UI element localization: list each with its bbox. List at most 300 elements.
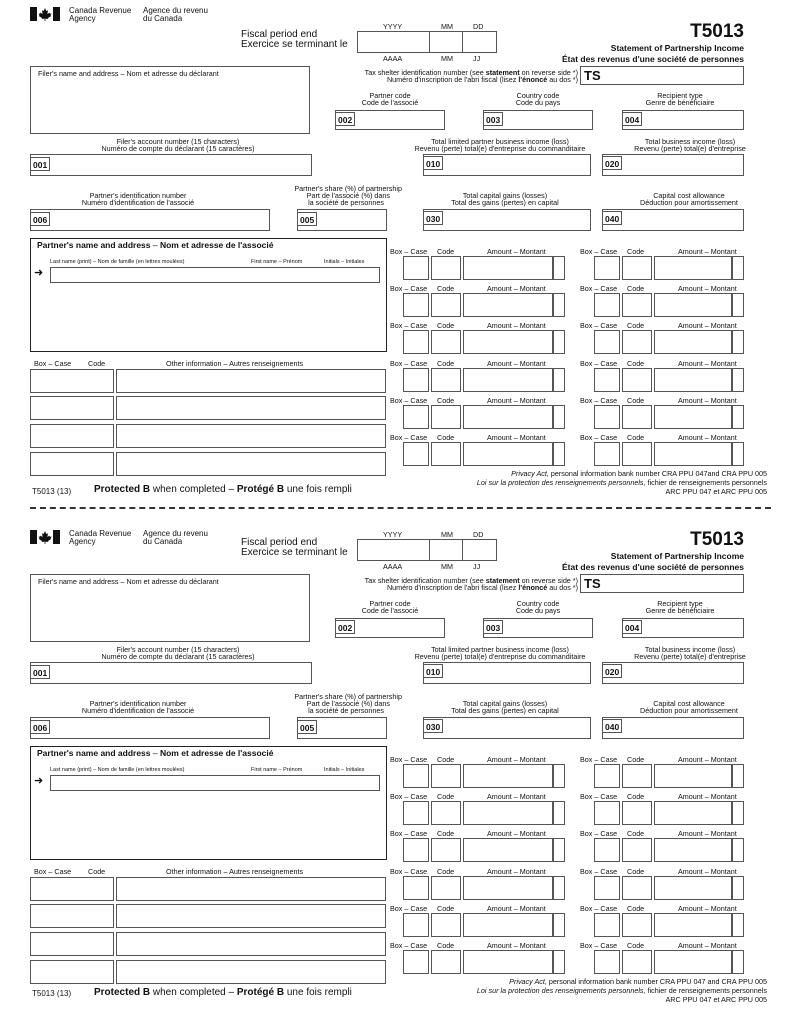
box-input[interactable] — [594, 293, 620, 317]
yyyy-label: YYYY — [383, 530, 403, 539]
mm-label: MM — [441, 530, 453, 539]
other-info-input[interactable] — [116, 932, 386, 956]
amount-input[interactable] — [654, 913, 732, 937]
amount-input[interactable] — [654, 442, 732, 466]
business-income-input[interactable] — [602, 154, 744, 176]
box-input[interactable] — [594, 876, 620, 900]
code-input[interactable] — [431, 442, 461, 466]
filer-account-input[interactable] — [30, 662, 312, 684]
box-input[interactable] — [403, 801, 429, 825]
amount-header: Amount – Montant — [487, 433, 546, 442]
tax-shelter-label-en: Tax shelter identification number (see statement on reverse side *) — [364, 68, 578, 77]
initials-label: Initials – Initiales — [324, 767, 365, 773]
cents-input[interactable] — [732, 293, 744, 317]
date-divider — [462, 539, 463, 561]
amount-header: Amount – Montant — [678, 321, 737, 330]
box-case-header: Box – Case — [390, 904, 428, 913]
last-name-label: Last name (print) – Nom de famille (en lettres moulées) — [50, 767, 185, 773]
recipient-type-en: Recipient type — [657, 91, 703, 100]
cents-input[interactable] — [732, 913, 744, 937]
box-number-020: 020 — [602, 664, 622, 678]
loi-notice: Loi sur la protection des renseignements personnels, fichier de renseignements personnels — [476, 478, 767, 487]
dd-label: DD — [473, 22, 484, 31]
box-input[interactable] — [403, 913, 429, 937]
tax-shelter-number-input[interactable] — [580, 66, 744, 85]
code-input[interactable] — [622, 405, 652, 429]
box-case-header: Box – Case — [390, 359, 428, 368]
box-input[interactable] — [403, 256, 429, 280]
code-header: Code — [437, 359, 455, 368]
arc-notice: ARC PPU 047 et ARC PPU 005 — [665, 487, 767, 496]
cents-input[interactable] — [732, 838, 744, 862]
other-box-input[interactable] — [30, 932, 114, 956]
amount-header: Amount – Montant — [487, 867, 546, 876]
cents-input[interactable] — [553, 256, 565, 280]
privacy-notice: Privacy Act, personal information bank number CRA PPU 047 and CRA PPU 005 — [509, 977, 767, 986]
box-number-003: 003 — [483, 112, 503, 126]
partner-name-address-box[interactable] — [30, 746, 387, 860]
agency-en: Canada Revenue — [69, 529, 132, 538]
date-divider — [462, 31, 463, 53]
cents-input[interactable] — [553, 950, 565, 974]
amount-input[interactable] — [654, 330, 732, 354]
cca-en: Capital cost allowance — [653, 191, 725, 200]
box-input[interactable] — [594, 368, 620, 392]
business-income-fr: Revenu (perte) total(e) d'entreprise — [634, 652, 746, 661]
code-header: Code — [437, 284, 455, 293]
code-input[interactable] — [431, 405, 461, 429]
partner-id-input[interactable] — [30, 717, 270, 739]
cents-input[interactable] — [553, 368, 565, 392]
tax-shelter-label-fr: Numéro d'inscription de l'abri fiscal (lisez l'énoncé au dos *) — [386, 75, 578, 84]
code-input[interactable] — [431, 801, 461, 825]
amount-header: Amount – Montant — [678, 867, 737, 876]
code-header: Code — [627, 321, 645, 330]
dd-label: DD — [473, 530, 484, 539]
box-case-header: Box – Case — [580, 359, 618, 368]
business-income-fr: Revenu (perte) total(e) d'entreprise — [634, 144, 746, 153]
filer-account-input[interactable] — [30, 154, 312, 176]
cents-input[interactable] — [553, 442, 565, 466]
business-income-input[interactable] — [602, 662, 744, 684]
box-input[interactable] — [403, 405, 429, 429]
other-box-input[interactable] — [30, 424, 114, 448]
other-box-input[interactable] — [30, 452, 114, 476]
code-header: Code — [88, 359, 106, 368]
code-header: Code — [437, 396, 455, 405]
tax-shelter-number-input[interactable] — [580, 574, 744, 593]
box-input[interactable] — [403, 950, 429, 974]
amount-input[interactable] — [463, 913, 553, 937]
partner-share-en: Partner's share (%) of partnership — [294, 692, 402, 701]
last-name-label: Last name (print) – Nom de famille (en lettres moulées) — [50, 259, 185, 265]
cents-input[interactable] — [732, 764, 744, 788]
cents-input[interactable] — [732, 368, 744, 392]
cca-input[interactable] — [602, 209, 744, 231]
amount-input[interactable] — [463, 256, 553, 280]
code-input[interactable] — [431, 876, 461, 900]
partner-last-name-input[interactable] — [50, 267, 380, 283]
filer-account-en: Filer's account number (15 characters) — [116, 645, 240, 654]
other-info-input[interactable] — [116, 877, 386, 901]
other-info-input[interactable] — [116, 369, 386, 393]
box-input[interactable] — [594, 913, 620, 937]
fiscal-period-en: Fiscal period end — [241, 29, 318, 40]
recipient-type-fr: Genre de bénéficiaire — [645, 606, 715, 615]
box-number-030: 030 — [423, 211, 443, 225]
code-header: Code — [437, 904, 455, 913]
amount-input[interactable] — [463, 330, 553, 354]
code-input[interactable] — [431, 950, 461, 974]
ltd-partner-income-fr: Revenu (perte) total(e) d'entreprise du commanditaire — [414, 144, 586, 153]
form-title-fr: État des revenus d'une société de personnes — [562, 562, 744, 572]
capital-gains-input[interactable] — [423, 717, 591, 739]
box-case-header: Box – Case — [390, 829, 428, 838]
code-input[interactable] — [622, 764, 652, 788]
box-number-005: 005 — [297, 720, 317, 734]
cents-input[interactable] — [553, 838, 565, 862]
fiscal-period-fr: Exercice se terminant le — [241, 547, 348, 558]
capital-gains-en: Total capital gains (losses) — [462, 191, 548, 200]
code-input[interactable] — [431, 330, 461, 354]
box-case-header: Box – Case — [580, 867, 618, 876]
code-input[interactable] — [622, 876, 652, 900]
box-case-header: Box – Case — [390, 867, 428, 876]
box-number-002: 002 — [335, 620, 355, 634]
code-input[interactable] — [431, 368, 461, 392]
cents-input[interactable] — [732, 405, 744, 429]
box-input[interactable] — [403, 838, 429, 862]
ltd-partner-income-en: Total limited partner business income (loss) — [431, 645, 569, 654]
code-header: Code — [627, 396, 645, 405]
box-case-header: Box – Case — [390, 433, 428, 442]
loi-notice: Loi sur la protection des renseignements personnels, fichier de renseignements personnels — [476, 986, 767, 995]
other-info-input[interactable] — [116, 960, 386, 984]
amount-header: Amount – Montant — [487, 904, 546, 913]
box-number-003: 003 — [483, 620, 503, 634]
code-input[interactable] — [431, 838, 461, 862]
protected-b-notice: Protected B when completed – Protégé B une fois rempli — [94, 987, 352, 998]
first-name-label: First name – Prénom — [251, 259, 303, 265]
box-number-006: 006 — [30, 212, 50, 226]
amount-input[interactable] — [463, 368, 553, 392]
jj-label: JJ — [473, 54, 481, 63]
other-info-input[interactable] — [116, 424, 386, 448]
cents-input[interactable] — [553, 913, 565, 937]
other-box-input[interactable] — [30, 369, 114, 393]
box-input[interactable] — [594, 801, 620, 825]
partner-code-en: Partner code — [369, 599, 411, 608]
box-case-header: Box – Case — [580, 755, 618, 764]
code-header: Code — [437, 755, 455, 764]
ltd-partner-income-input[interactable] — [423, 154, 591, 176]
partner-name-address-box[interactable] — [30, 238, 387, 352]
box-input[interactable] — [594, 330, 620, 354]
box-case-header: Box – Case — [390, 247, 428, 256]
arrow-right-icon: ➜ — [34, 775, 44, 787]
amount-header: Amount – Montant — [487, 755, 546, 764]
fiscal-period-date-input[interactable] — [357, 539, 497, 561]
other-info-input[interactable] — [116, 904, 386, 928]
capital-gains-fr: Total des gains (pertes) en capital — [451, 706, 559, 715]
box-case-header: Box – Case — [390, 755, 428, 764]
box-number-001: 001 — [30, 665, 50, 679]
amount-header: Amount – Montant — [678, 904, 737, 913]
box-case-header: Box – Case — [580, 321, 618, 330]
box-case-header: Box – Case — [580, 941, 618, 950]
code-header: Code — [627, 867, 645, 876]
amount-input[interactable] — [654, 950, 732, 974]
box-input[interactable] — [403, 293, 429, 317]
amount-header: Amount – Montant — [487, 247, 546, 256]
box-input[interactable] — [594, 256, 620, 280]
box-input[interactable] — [594, 405, 620, 429]
amount-input[interactable] — [654, 876, 732, 900]
amount-header: Amount – Montant — [678, 433, 737, 442]
code-header: Code — [627, 941, 645, 950]
code-header: Code — [627, 433, 645, 442]
amount-input[interactable] — [463, 405, 553, 429]
form-code: T5013 — [690, 21, 744, 42]
amount-header: Amount – Montant — [487, 941, 546, 950]
amount-header: Amount – Montant — [678, 396, 737, 405]
amount-header: Amount – Montant — [487, 321, 546, 330]
date-divider — [429, 539, 430, 561]
box-number-004: 004 — [622, 112, 642, 126]
partner-code-fr: Code de l'associé — [361, 98, 419, 107]
code-header: Code — [627, 284, 645, 293]
code-input[interactable] — [431, 764, 461, 788]
amount-input[interactable] — [654, 764, 732, 788]
code-input[interactable] — [622, 293, 652, 317]
box-input[interactable] — [403, 764, 429, 788]
form-code: T5013 — [690, 529, 744, 550]
partner-id-en: Partner's identification number — [89, 191, 187, 200]
box-input[interactable] — [594, 838, 620, 862]
amount-input[interactable] — [463, 801, 553, 825]
code-input[interactable] — [431, 293, 461, 317]
tax-shelter-label-fr: Numéro d'inscription de l'abri fiscal (lisez l'énoncé au dos *) — [386, 583, 578, 592]
box-input[interactable] — [594, 442, 620, 466]
partner-id-input[interactable] — [30, 209, 270, 231]
amount-header: Amount – Montant — [487, 829, 546, 838]
jj-label: JJ — [473, 562, 481, 571]
form-version: T5013 (13) — [32, 487, 72, 496]
code-header: Code — [88, 867, 106, 876]
box-number-040: 040 — [602, 719, 622, 733]
partner-code-fr: Code de l'associé — [361, 606, 419, 615]
cents-input[interactable] — [553, 801, 565, 825]
amount-input[interactable] — [654, 801, 732, 825]
box-input[interactable] — [403, 442, 429, 466]
box-number-020: 020 — [602, 156, 622, 170]
ltd-partner-income-en: Total limited partner business income (loss) — [431, 137, 569, 146]
amount-header: Amount – Montant — [678, 941, 737, 950]
agency-en-2: Agency — [69, 14, 96, 23]
partner-share-fr-2: la société de personnes — [308, 198, 384, 207]
partner-code-en: Partner code — [369, 91, 411, 100]
partner-share-fr-1: Part de l'associé (%) dans — [306, 191, 390, 200]
code-input[interactable] — [622, 330, 652, 354]
amount-input[interactable] — [654, 405, 732, 429]
cents-input[interactable] — [553, 764, 565, 788]
box-number-004: 004 — [622, 620, 642, 634]
amount-input[interactable] — [654, 368, 732, 392]
cents-input[interactable] — [553, 876, 565, 900]
code-input[interactable] — [622, 442, 652, 466]
code-header: Code — [437, 321, 455, 330]
box-number-001: 001 — [30, 157, 50, 171]
partner-last-name-input[interactable] — [50, 775, 380, 791]
cents-input[interactable] — [732, 256, 744, 280]
agency-en-2: Agency — [69, 537, 96, 546]
box-case-header: Box – Case — [390, 792, 428, 801]
amount-input[interactable] — [463, 838, 553, 862]
amount-input[interactable] — [463, 950, 553, 974]
business-income-en: Total business income (loss) — [644, 645, 736, 654]
other-info-input[interactable] — [116, 396, 386, 420]
box-case-header: Box – Case — [580, 396, 618, 405]
code-input[interactable] — [622, 838, 652, 862]
agency-fr: Agence du revenu — [143, 529, 208, 538]
box-case-header: Box – Case — [580, 829, 618, 838]
cents-input[interactable] — [732, 950, 744, 974]
amount-header: Amount – Montant — [678, 284, 737, 293]
box-input[interactable] — [594, 764, 620, 788]
code-header: Code — [627, 755, 645, 764]
capital-gains-input[interactable] — [423, 209, 591, 231]
amount-input[interactable] — [463, 442, 553, 466]
code-header: Code — [627, 829, 645, 838]
agency-fr: Agence du revenu — [143, 6, 208, 15]
code-input[interactable] — [622, 256, 652, 280]
amount-header: Amount – Montant — [678, 792, 737, 801]
code-input[interactable] — [622, 913, 652, 937]
box-input[interactable] — [594, 950, 620, 974]
filer-account-en: Filer's account number (15 characters) — [116, 137, 240, 146]
cents-input[interactable] — [732, 330, 744, 354]
box-case-header: Box – Case — [34, 867, 72, 876]
code-input[interactable] — [431, 256, 461, 280]
box-case-header: Box – Case — [580, 284, 618, 293]
code-input[interactable] — [622, 950, 652, 974]
box-input[interactable] — [403, 876, 429, 900]
amount-input[interactable] — [654, 293, 732, 317]
box-number-030: 030 — [423, 719, 443, 733]
mm-label: MM — [441, 22, 453, 31]
code-input[interactable] — [622, 368, 652, 392]
filer-account-fr: Numéro de compte du déclarant (15 caractères) — [101, 144, 255, 153]
other-box-input[interactable] — [30, 960, 114, 984]
code-header: Code — [627, 359, 645, 368]
fiscal-period-en: Fiscal period end — [241, 537, 318, 548]
box-number-006: 006 — [30, 720, 50, 734]
partner-id-en: Partner's identification number — [89, 699, 187, 708]
cca-en: Capital cost allowance — [653, 699, 725, 708]
amount-header: Amount – Montant — [678, 755, 737, 764]
box-number-002: 002 — [335, 112, 355, 126]
code-header: Code — [437, 867, 455, 876]
other-box-input[interactable] — [30, 396, 114, 420]
date-divider — [429, 31, 430, 53]
partner-share-fr-2: la société de personnes — [308, 706, 384, 715]
amount-header: Amount – Montant — [678, 829, 737, 838]
box-number-010: 010 — [423, 156, 443, 170]
tax-shelter-label-en: Tax shelter identification number (see statement on reverse side *) — [364, 576, 578, 585]
cents-input[interactable] — [732, 876, 744, 900]
amount-header: Amount – Montant — [678, 359, 737, 368]
yyyy-label: YYYY — [383, 22, 403, 31]
amount-header: Amount – Montant — [678, 247, 737, 256]
cca-input[interactable] — [602, 717, 744, 739]
amount-header: Amount – Montant — [487, 284, 546, 293]
cents-input[interactable] — [553, 330, 565, 354]
other-info-header: Other information – Autres renseignements — [166, 867, 304, 876]
box-case-header: Box – Case — [34, 359, 72, 368]
filer-name-label: Filer's name and address – Nom et adresse du déclarant — [38, 69, 219, 78]
partner-id-fr: Numéro d'identification de l'associé — [81, 198, 195, 207]
agency-fr-2: du Canada — [143, 537, 183, 546]
code-header: Code — [437, 247, 455, 256]
recipient-type-en: Recipient type — [657, 599, 703, 608]
partner-name-title: Partner's name and address – Nom et adresse de l'associé — [37, 240, 274, 250]
code-header: Code — [437, 941, 455, 950]
amount-input[interactable] — [463, 876, 553, 900]
code-header: Code — [627, 792, 645, 801]
country-code-en: Country code — [516, 599, 560, 608]
box-number-010: 010 — [423, 664, 443, 678]
cents-input[interactable] — [732, 442, 744, 466]
code-header: Code — [437, 433, 455, 442]
cca-fr: Déduction pour amortissement — [640, 706, 738, 715]
box-input[interactable] — [403, 330, 429, 354]
cents-input[interactable] — [553, 293, 565, 317]
form-version: T5013 (13) — [32, 989, 72, 998]
country-code-fr: Code du pays — [515, 98, 561, 107]
box-case-header: Box – Case — [580, 904, 618, 913]
ltd-partner-income-input[interactable] — [423, 662, 591, 684]
country-code-fr: Code du pays — [515, 606, 561, 615]
capital-gains-en: Total capital gains (losses) — [462, 699, 548, 708]
box-case-header: Box – Case — [580, 433, 618, 442]
box-input[interactable] — [403, 368, 429, 392]
other-box-input[interactable] — [30, 904, 114, 928]
recipient-type-fr: Genre de bénéficiaire — [645, 98, 715, 107]
cca-fr: Déduction pour amortissement — [640, 198, 738, 207]
cents-input[interactable] — [553, 405, 565, 429]
country-code-en: Country code — [516, 91, 560, 100]
cents-input[interactable] — [732, 801, 744, 825]
box-case-header: Box – Case — [580, 792, 618, 801]
amount-input[interactable] — [463, 293, 553, 317]
canada-flag-icon — [30, 7, 60, 21]
amount-input[interactable] — [654, 838, 732, 862]
box-case-header: Box – Case — [390, 396, 428, 405]
amount-input[interactable] — [463, 764, 553, 788]
business-income-en: Total business income (loss) — [644, 137, 736, 146]
fiscal-period-date-input[interactable] — [357, 31, 497, 53]
amount-input[interactable] — [654, 256, 732, 280]
other-info-input[interactable] — [116, 452, 386, 476]
other-box-input[interactable] — [30, 877, 114, 901]
code-header: Code — [627, 904, 645, 913]
agency-en: Canada Revenue — [69, 6, 132, 15]
code-input[interactable] — [431, 913, 461, 937]
privacy-notice: Privacy Act, personal information bank number CRA PPU 047and CRA PPU 005 — [511, 469, 767, 478]
box-case-header: Box – Case — [390, 284, 428, 293]
filer-account-fr: Numéro de compte du déclarant (15 caractères) — [101, 652, 255, 661]
code-input[interactable] — [622, 801, 652, 825]
